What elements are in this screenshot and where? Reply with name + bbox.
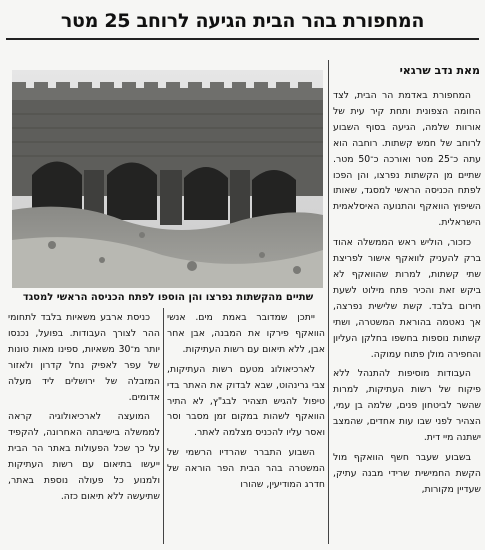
byline: מאת נדב שרגאי <box>399 64 480 77</box>
paragraph: לארכיאולוג מטעם רשות העתיקות, צבי גרינהוט, שבא לבדוק את האתר בדי טיפול להגיש תצהיר לבג"ץ, לא התיר הוואקף לשהות במקום זמן מסבר וסר ואסר עליו להכניס מצלמה לאתר. <box>167 363 325 439</box>
paragraph: המועצה לארכיאולוגיה קראה לממשלה בישיבתה האחרונה, להקפיד על כך שכל הפעולות באתר הר הבית ייעשו בתיאום עם רשות העתיקות ולמנוע כל פעולה נוספת באתר, שתיעשה ללא תיאום כזה. <box>8 411 160 502</box>
paragraph: השבוע התברר שהרדיו הרשמי של המשטרה בהר הבית הפר הוראה של חדרג המודיעין, שהורו <box>167 447 325 491</box>
paragraph: ייתכן שמדובר באמת מים. אנשי הוואקף פירקו את המבנה, אבן אחר אבן, ללא תיאום עם רשות העתיקות. <box>167 312 325 355</box>
paragraph: העבודות מוסיפות להתנהל ללא פיקוח של רשות העתיקות, למרות שהשר לביטחון פנים, שלמה בן עמי, הצהיר לפני שבו עות אחדים, שהמצב ישתנה מיי דית. <box>333 368 481 444</box>
paragraph: המחפורת באדמת הר הבית, לצד החומה הצפונית ותחת קיר עית של אורוות שלמה, הגיעה בסוף השבוע לרוחב של חמש קשתות. רוחבה הוא עתה כ־25 מטר ואורכה כ־50 מטר. שתיים מן הקשתות נפרצו, והן הפכו לפתח הכניסה הראשי למסגד, שאותו השיפוץ הוואקף והתנועה האיסלאמית הישראלית. <box>333 90 481 229</box>
paragraph: כניסת ארבע משאיות בלבד לתחומי ההר לצורך העבודות. בפועל, נכנסו יותר מ־30 משאיות, ספינו מאות טונות של עפר לאפיק נחל קדרון ולאזור המזבלה של ירושלים ליד מעלה אדומים. <box>8 312 160 403</box>
headline: המחפורת בהר הבית הגיעה לרוחב 25 מטר <box>60 10 425 32</box>
column-divider-right <box>328 60 329 544</box>
column-left <box>8 310 160 505</box>
column-middle <box>167 310 325 493</box>
article-photo <box>12 70 323 288</box>
column-divider-left <box>163 308 164 544</box>
paragraph: כזכור, הוליש ראש הממשלה אהוד ברק להעניק לוואקף אישור לפריצת שתי קשתות, למרות שהוואקף לא ביקש זאת והכיר פתח מילוט לשעת חירום בלבד. קשת שלישית נפרצה, אך נאטמה בהוראת המשטרה, ושתי קשתות נוספות בחשפו בחלקן העליון והחפירה מולן פתוח עמוקה. <box>333 237 481 360</box>
photo-caption: שתיים מהקשתות נפרצו והן הוספו לפתח הכניסה הראשי למסגד <box>22 292 314 303</box>
column-right <box>333 88 481 498</box>
headline-rule <box>6 38 479 40</box>
paragraph: בשבוע שעבר חשף הוואקף מול הקשת החמישית שרידי מבנה עתיק, שעדיין מקורות, <box>333 451 481 495</box>
